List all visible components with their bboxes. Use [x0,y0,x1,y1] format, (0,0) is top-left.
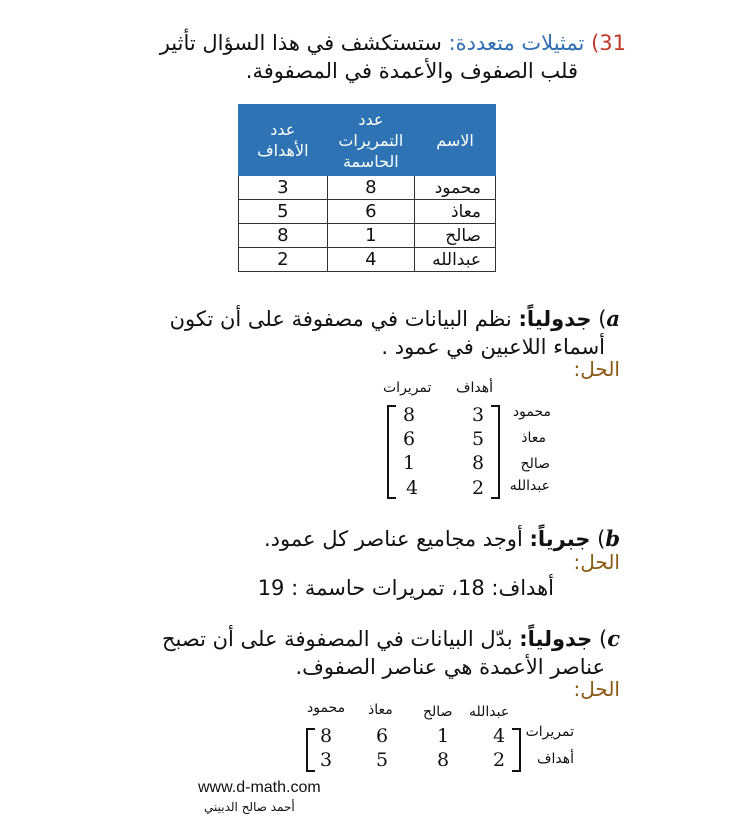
matrix-a-goals-1: 5 [471,428,485,450]
cell-goals: 8 [239,224,328,248]
matrix-a-right-bracket [491,405,500,499]
cell-goals: 5 [239,200,328,224]
question-title: تمثيلات متعددة: [448,31,585,55]
cell-goals: 2 [239,248,328,272]
matrix-c-passes-0: 8 [319,725,333,747]
cell-passes: 6 [327,200,415,224]
matrix-a-goals-2: 8 [471,452,485,474]
part-b-letter: b [605,526,620,551]
matrix-c-passes-3: 4 [492,725,506,747]
matrix-a-passes-2: 1 [402,452,416,474]
part-c-label: جدولياً: [519,627,593,651]
part-a-label: جدولياً: [518,307,592,331]
table-row [239,200,496,224]
part-b-text: أوجد مجاميع عناصر كل عمود. [264,527,523,551]
matrix-a-row-label-2: صالح [520,456,550,472]
table-row [239,224,496,248]
matrix-a-row-label-0: محمود [512,404,551,420]
matrix-c-goals-2: 8 [436,749,450,771]
matrix-a-goals-3: 2 [471,477,485,499]
matrix-a-passes-1: 6 [402,428,416,450]
data-table [238,104,496,272]
part-b-solution-label: الحل: [573,550,620,574]
cell-name: صالح [415,224,496,248]
part-b-line: b) جبرياً: أوجد مجاميع عناصر كل عمود. [264,526,620,551]
matrix-c-goals-3: 2 [492,749,506,771]
matrix-a-left-bracket [387,405,396,499]
matrix-c-goals-1: 5 [375,749,389,771]
question-number: 31) [591,31,626,55]
matrix-c-row-label-1: أهداف [536,751,574,767]
matrix-c-passes-1: 6 [375,725,389,747]
part-c-line1: c) جدولياً: بدّل البيانات في المصفوفة على أن تصبح [161,626,620,651]
part-a-solution-label: الحل: [573,357,620,381]
part-c-letter: c [607,626,620,651]
cell-name: محمود [415,176,496,200]
matrix-c-goals-0: 3 [319,749,333,771]
matrix-a-row-label-1: معاذ [521,430,546,446]
part-a-text-line2: أسماء اللاعبين في عمود . [381,335,605,359]
part-c-text-line1: بدّل البيانات في المصفوفة على أن تصبح [161,627,513,651]
matrix-c-right-bracket [512,728,521,772]
matrix-c-col-header-3: عبدالله [469,704,510,720]
part-c-solution-label: الحل: [573,677,620,701]
footer-author: أحمد صالح الدبيني [204,800,295,814]
matrix-a-goals-0: 3 [471,404,485,426]
matrix-a-passes-3: 4 [405,477,419,499]
question-text-line1: ستستكشف في هذا السؤال تأثير [159,31,442,55]
matrix-a-col-header-passes: تمريرات [383,380,432,396]
header-name: الاسم [415,105,496,176]
part-a-line1: a) جدولياً: نظم البيانات في مصفوفة على أن تكون [169,306,620,331]
cell-name: عبدالله [415,248,496,272]
part-b-label: جبرياً: [529,527,591,551]
question-header [160,28,626,58]
matrix-c-row-label-0: تمريرات [525,724,574,740]
table-row [239,248,496,272]
header-goals: عدد الأهداف [239,105,328,176]
cell-goals: 3 [239,176,328,200]
matrix-c-col-header-2: صالح [423,704,453,720]
part-a-letter: a [606,306,620,331]
part-b-answer: أهداف: 18، تمريرات حاسمة : 19 [257,576,554,600]
header-passes: عدد التمريرات الحاسمة [327,105,415,176]
table-row [239,176,496,200]
cell-passes: 1 [327,224,415,248]
question-text-line2: قلب الصفوف والأعمدة في المصفوفة. [245,59,578,83]
matrix-c-col-header-1: معاذ [368,702,393,718]
cell-passes: 4 [327,248,415,272]
matrix-c-col-header-0: محمود [307,700,346,716]
footer-url: www.d-math.com [198,779,321,796]
cell-passes: 8 [327,176,415,200]
matrix-a-row-label-3: عبدالله [509,478,550,494]
matrix-a-col-header-goals: أهداف [456,380,494,396]
part-a-text-line1: نظم البيانات في مصفوفة على أن تكون [169,307,512,331]
cell-name: معاذ [415,200,496,224]
matrix-c-passes-2: 1 [436,725,450,747]
part-c-text-line2: عناصر الأعمدة هي عناصر الصفوف. [295,655,605,679]
matrix-a-passes-0: 8 [402,404,416,426]
